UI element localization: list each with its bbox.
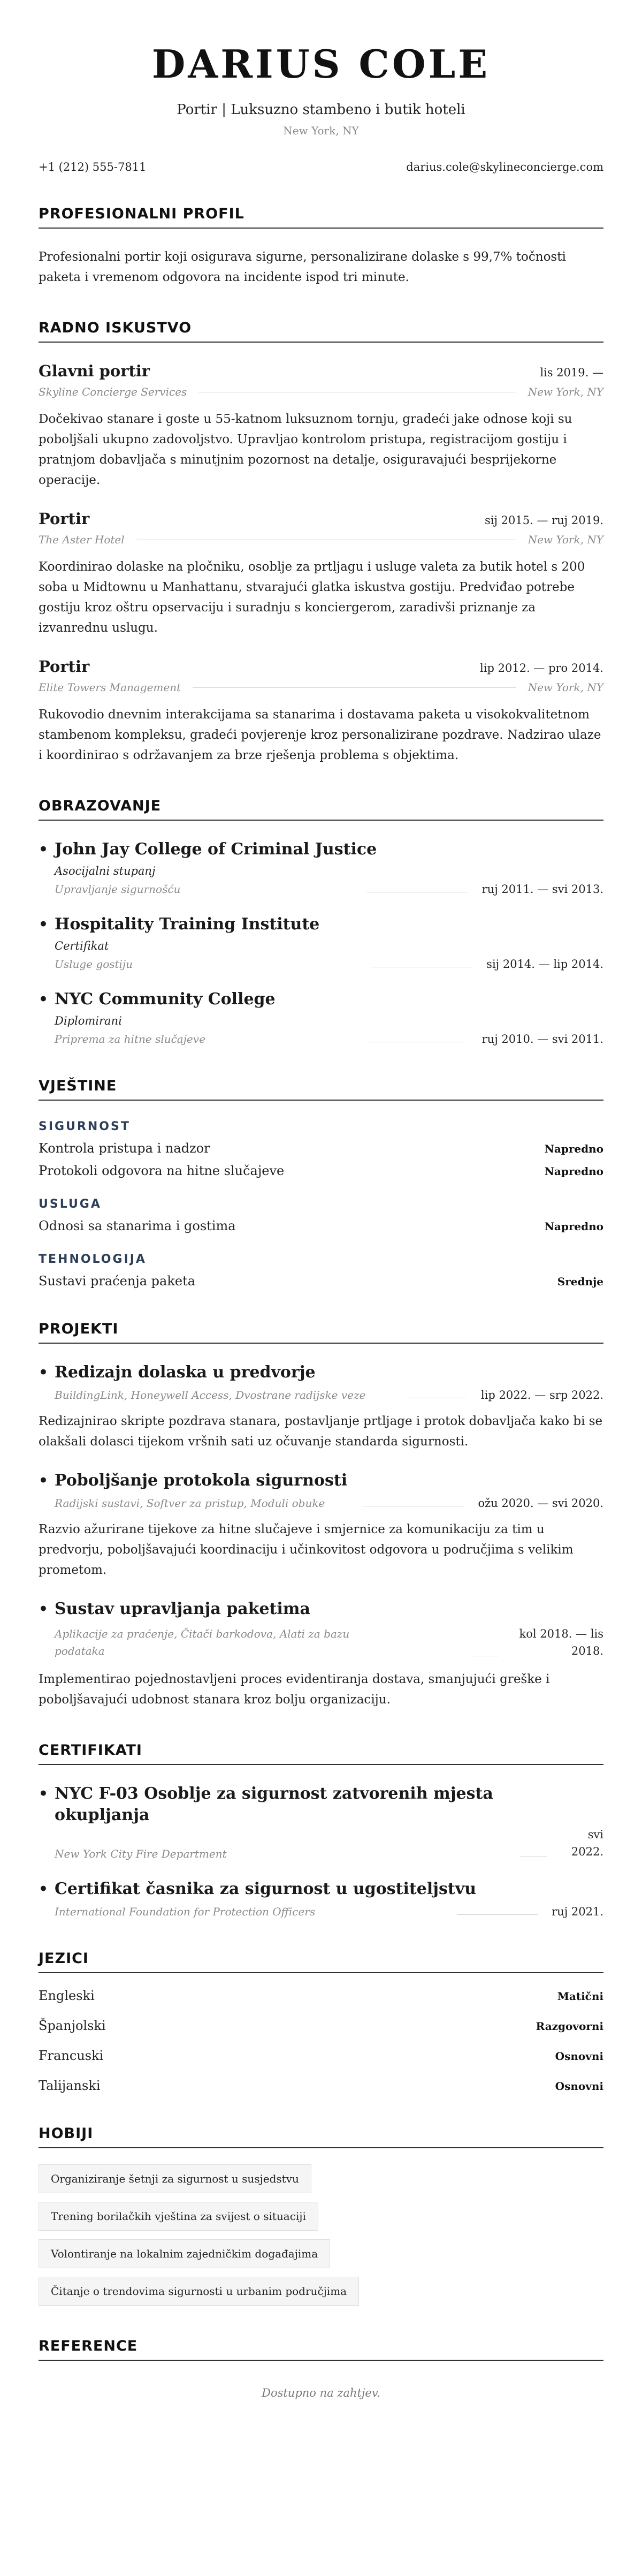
divider	[365, 1398, 481, 1401]
phone[interactable]: +1 (212) 555-7811	[39, 161, 147, 173]
project-name: Poboljšanje protokola sigurnosti	[55, 1471, 348, 1490]
certificate-issuer: International Foundation for Protection Officers	[55, 1905, 316, 1918]
job-dates: lip 2012. — pro 2014.	[480, 662, 603, 675]
bullet-icon: •	[39, 1472, 48, 1489]
job-location: New York, NY	[528, 385, 603, 398]
skill-group	[39, 1253, 603, 1289]
degree: Asocijalni stupanj	[55, 865, 156, 877]
education-section	[39, 798, 603, 1045]
section-title: VJEŠTINE	[39, 1078, 603, 1101]
job-location: New York, NY	[528, 533, 603, 546]
candidate-name: DARIUS COLE	[151, 41, 491, 87]
skill-category: USLUGA	[39, 1198, 102, 1211]
section-title: PROJEKTI	[39, 1321, 603, 1344]
project-entry	[39, 1598, 603, 1710]
section-title: REFERENCE	[39, 2338, 603, 2361]
skill-level: Napredno	[544, 1165, 603, 1178]
job-entry	[39, 510, 603, 638]
project-description: Implementirao pojednostavljeni proces evidentiranja dostava, smanjujući greške i poboljšavajući udobnost stanara kroz bolju organizaciju.	[39, 1672, 550, 1707]
language-level: Razgovorni	[536, 2020, 603, 2033]
language-level: Matični	[557, 1990, 603, 2003]
project-name: Sustav upravljanja paketima	[55, 1600, 310, 1618]
language-row	[39, 2048, 603, 2063]
skill-row	[39, 1218, 603, 1233]
degree: Certifikat	[55, 940, 109, 952]
bullet-icon: •	[39, 915, 48, 933]
skill-group	[39, 1198, 603, 1233]
project-entry	[39, 1362, 603, 1452]
language-name: Španjolski	[39, 2018, 106, 2033]
bullet-icon: •	[39, 990, 48, 1008]
field-of-study: Usluge gostiju	[55, 958, 133, 971]
profile-section	[39, 206, 603, 287]
education-dates: sij 2014. — lip 2014.	[486, 958, 603, 971]
skill-level: Napredno	[544, 1142, 603, 1155]
projects-section	[39, 1321, 603, 1710]
profile-text: Profesionalni portir koji osigurava sigurne, personalizirane dolaske s 99,7% točnosti paketa i vremenom odgovora na incidente ispod tri minute.	[39, 250, 566, 284]
bullet-icon: •	[39, 1600, 48, 1618]
job-entry	[39, 362, 603, 490]
languages-section	[39, 1950, 603, 2093]
job-location: New York, NY	[528, 681, 603, 694]
job-role: Portir	[39, 657, 90, 676]
skill-row	[39, 1163, 603, 1178]
section-title: CERTIFIKATI	[39, 1742, 603, 1765]
language-row	[39, 2078, 603, 2093]
job-company: Elite Towers Management	[39, 681, 181, 694]
job-company: The Aster Hotel	[39, 533, 125, 546]
job-description: Rukovodio dnevnim interakcijama sa stanarima i dostavama paketa u visokokvalitetnom stambenom kompleksu, gradeći povjerenje kroz personalizirane pozdrave. Nadzirao ulaze i koordinirao s održavanjem za brze rješenja problema s objektima.	[39, 708, 601, 762]
skill-level: Srednje	[557, 1275, 603, 1288]
project-description: Razvio ažurirane tijekove za hitne slučajeve i smjernice za komunikaciju za tim u predvorju, poboljšavajući koordinaciju i učinkovitost odgovora u područjima s velikim prometom.	[39, 1522, 574, 1577]
certificate-entry	[39, 1783, 603, 1860]
skill-name: Sustavi praćenja paketa	[39, 1274, 196, 1289]
skill-level: Napredno	[544, 1220, 603, 1233]
divider	[180, 892, 482, 896]
references-text: Dostupno na zahtjev.	[262, 2386, 380, 2399]
field-of-study: Upravljanje sigurnošću	[55, 883, 181, 896]
language-row	[39, 2018, 603, 2033]
section-title: JEZICI	[39, 1950, 603, 1973]
degree: Diplomirani	[55, 1014, 122, 1027]
certificate-entry	[39, 1878, 603, 1918]
job-description: Dočekivao stanare i goste u 55-katnom luksuznom tornju, gradeći jake odnose koji su poboljšali ukupno zadovoljstvo. Upravljao kontrolom pristupa, registracijom gostiju i pratnjom dobavljača s minutjnim pozornost na detalje, osiguravajući besprijekorne operacije.	[39, 412, 572, 487]
project-dates: kol 2018. — lis 2018.	[519, 1627, 603, 1657]
divider	[227, 1857, 561, 1860]
education-entry	[39, 914, 603, 971]
job-description: Koordinirao dolaske na pločniku, osoblje za prtljagu i usluge valeta za butik hotel s 200 soba u Midtownu u Manhattanu, stvarajući glatka iskustva gostiju. Predviđao potrebe gostiju kroz oštru opservaciju i suradnju s konciergerom, zaradivši priznanje za izvanrednu uslugu.	[39, 560, 585, 635]
certificate-name: Certifikat časnika za sigurnost u ugostiteljstvu	[55, 1880, 477, 1898]
project-name: Redizajn dolaska u predvorje	[55, 1363, 316, 1382]
divider	[397, 1656, 513, 1660]
language-name: Talijanski	[39, 2078, 101, 2093]
job-role: Portir	[39, 510, 90, 528]
project-description: Redizajnirao skripte pozdrava stanara, postavljanje prtljage i protok dobavljača kako bi se olakšali dolasci tijekom vršnih sati uz očuvanje standarda sigurnosti.	[39, 1414, 603, 1449]
email[interactable]: darius.cole@skylineconcierge.com	[406, 161, 603, 173]
project-entry	[39, 1470, 603, 1580]
divider	[193, 687, 516, 688]
project-dates: ožu 2020. — svi 2020.	[478, 1497, 603, 1510]
contact-row	[39, 161, 603, 173]
divider	[133, 967, 486, 971]
education-dates: ruj 2010. — svi 2011.	[482, 1033, 603, 1045]
section-title: PROFESIONALNI PROFIL	[39, 206, 603, 229]
skill-name: Odnosi sa stanarima i gostima	[39, 1218, 236, 1233]
hobby-tag: Čitanje o trendovima sigurnosti u urbanim područjima	[39, 2277, 359, 2306]
location: New York, NY	[283, 124, 359, 137]
certificate-name: NYC F-03 Osoblje za sigurnost zatvorenih mjesta okupljanja	[55, 1784, 493, 1824]
divider	[315, 1914, 552, 1918]
certificate-date: svi 2022.	[571, 1828, 603, 1858]
project-tools: Aplikacije za praćenje, Čitači barkodova, Alati za bazu podataka	[55, 1627, 350, 1657]
headline: Portir | Luksuzno stambeno i butik hoteli	[177, 102, 465, 118]
skill-name: Protokoli odgovora na hitne slučajeve	[39, 1163, 285, 1178]
skill-row	[39, 1141, 603, 1156]
education-entry	[39, 989, 603, 1045]
job-entry	[39, 657, 603, 766]
language-level: Osnovni	[555, 2080, 603, 2093]
field-of-study: Priprema za hitne slučajeve	[55, 1033, 205, 1045]
school-name: NYC Community College	[55, 990, 276, 1009]
divider	[325, 1506, 478, 1510]
project-dates: lip 2022. — srp 2022.	[480, 1389, 603, 1401]
resume-header	[39, 41, 603, 173]
certificate-date: ruj 2021.	[552, 1905, 603, 1918]
language-row	[39, 1988, 603, 2003]
school-name: Hospitality Training Institute	[55, 915, 320, 934]
section-title: HOBIJI	[39, 2125, 603, 2148]
bullet-icon: •	[39, 840, 48, 858]
section-title: OBRAZOVANJE	[39, 798, 603, 821]
job-company: Skyline Concierge Services	[39, 385, 187, 398]
skill-row	[39, 1274, 603, 1289]
skill-category: SIGURNOST	[39, 1120, 131, 1133]
skills-section	[39, 1078, 603, 1289]
skill-name: Kontrola pristupa i nadzor	[39, 1141, 210, 1156]
project-tools: BuildingLink, Honeywell Access, Dvostrane radijske veze	[55, 1389, 366, 1401]
education-dates: ruj 2011. — svi 2013.	[482, 883, 603, 896]
references-section	[39, 2338, 603, 2399]
hobby-tag: Trening borilačkih vještina za svijest o situaciji	[39, 2202, 318, 2231]
project-tools: Radijski sustavi, Softver za pristup, Moduli obuke	[55, 1497, 325, 1510]
job-dates: lis 2019. —	[540, 366, 603, 379]
bullet-icon: •	[39, 1880, 48, 1898]
experience-section	[39, 320, 603, 766]
hobby-tag: Organiziranje šetnji za sigurnost u susjedstvu	[39, 2164, 311, 2193]
hobby-tag: Volontiranje na lokalnim zajedničkim događajima	[39, 2239, 330, 2268]
section-title: RADNO ISKUSTVO	[39, 320, 603, 343]
school-name: John Jay College of Criminal Justice	[55, 840, 377, 859]
hobbies-section	[39, 2125, 603, 2306]
education-entry	[39, 839, 603, 896]
language-name: Francuski	[39, 2048, 104, 2063]
certificate-issuer: New York City Fire Department	[55, 1847, 227, 1860]
bullet-icon: •	[39, 1363, 48, 1381]
skill-category: TEHNOLOGIJA	[39, 1253, 147, 1266]
job-role: Glavni portir	[39, 362, 150, 380]
bullet-icon: •	[39, 1785, 48, 1802]
language-level: Osnovni	[555, 2050, 603, 2063]
job-dates: sij 2015. — ruj 2019.	[484, 514, 603, 527]
language-name: Engleski	[39, 1988, 95, 2003]
skill-group	[39, 1120, 603, 1178]
certificates-section	[39, 1742, 603, 1918]
divider	[205, 1042, 482, 1045]
